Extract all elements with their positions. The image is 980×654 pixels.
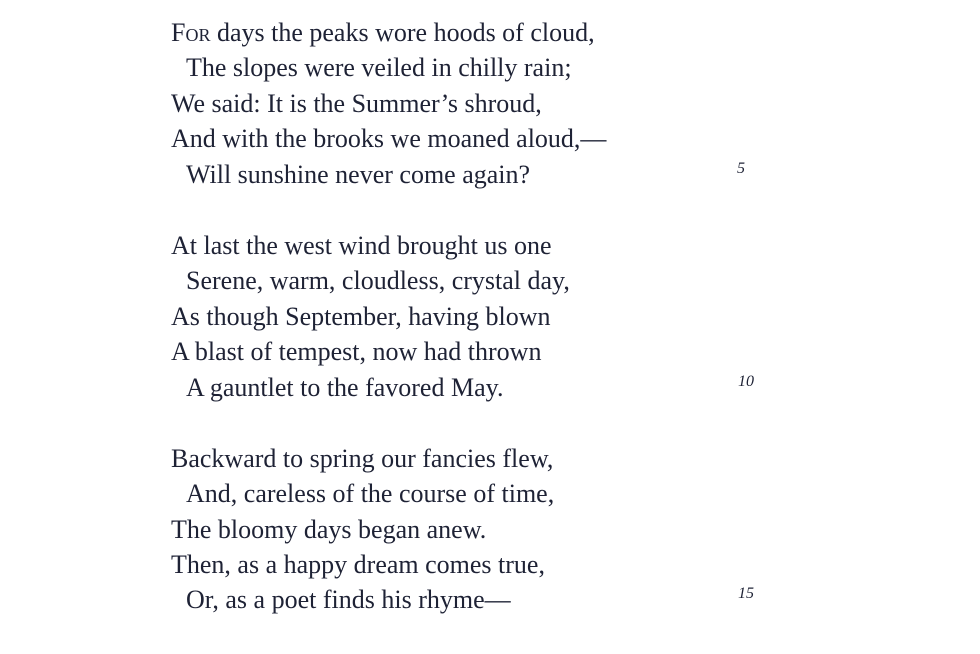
stanza-3 (171, 441, 771, 618)
line-text: And with the brooks we moaned aloud,— (171, 124, 607, 154)
stanza-2 (171, 228, 771, 405)
line-text: days the peaks wore hoods of cloud, (210, 18, 595, 47)
line-number: 5 (737, 159, 745, 177)
line-text: Serene, warm, cloudless, crystal day, (186, 266, 570, 296)
poem-line-1 (171, 15, 771, 50)
line-text: A gauntlet to the favored May. (186, 372, 504, 402)
line-text: We said: It is the Summer’s shroud, (171, 88, 542, 118)
line-number: 10 (738, 372, 754, 390)
poem-line-9 (171, 334, 771, 369)
line-text: The slopes were veiled in chilly rain; (186, 53, 572, 83)
poem-line-3 (171, 86, 771, 121)
line-text: Or, as a poet finds his rhyme— (186, 585, 511, 615)
poem-line-8 (171, 299, 771, 334)
poem-line-6 (171, 228, 771, 263)
opening-word: For (171, 18, 211, 47)
poem-line-13 (171, 512, 771, 547)
line-text: A blast of tempest, now had thrown (171, 337, 542, 367)
poem-line-2 (171, 50, 771, 85)
line-text: Backward to spring our fancies flew, (171, 443, 554, 473)
line-text: As though September, having blown (171, 301, 551, 331)
poem-line-4 (171, 121, 771, 156)
line-text: Then, as a happy dream comes true, (171, 550, 545, 580)
poem (171, 15, 771, 654)
poem-line-15 (171, 582, 771, 617)
line-text: The bloomy days began anew. (171, 514, 487, 544)
poem-line-10 (171, 370, 771, 405)
line-text: At last the west wind brought us one (171, 230, 552, 260)
poem-line-14 (171, 547, 771, 582)
poem-line-7 (171, 263, 771, 298)
poem-line-12 (171, 476, 771, 511)
stanza-1 (171, 15, 771, 192)
poem-line-5 (171, 157, 771, 192)
poem-line-11 (171, 441, 771, 476)
line-text: Will sunshine never come again? (186, 159, 531, 189)
line-text: And, careless of the course of time, (186, 479, 555, 509)
line-number: 15 (738, 585, 754, 603)
